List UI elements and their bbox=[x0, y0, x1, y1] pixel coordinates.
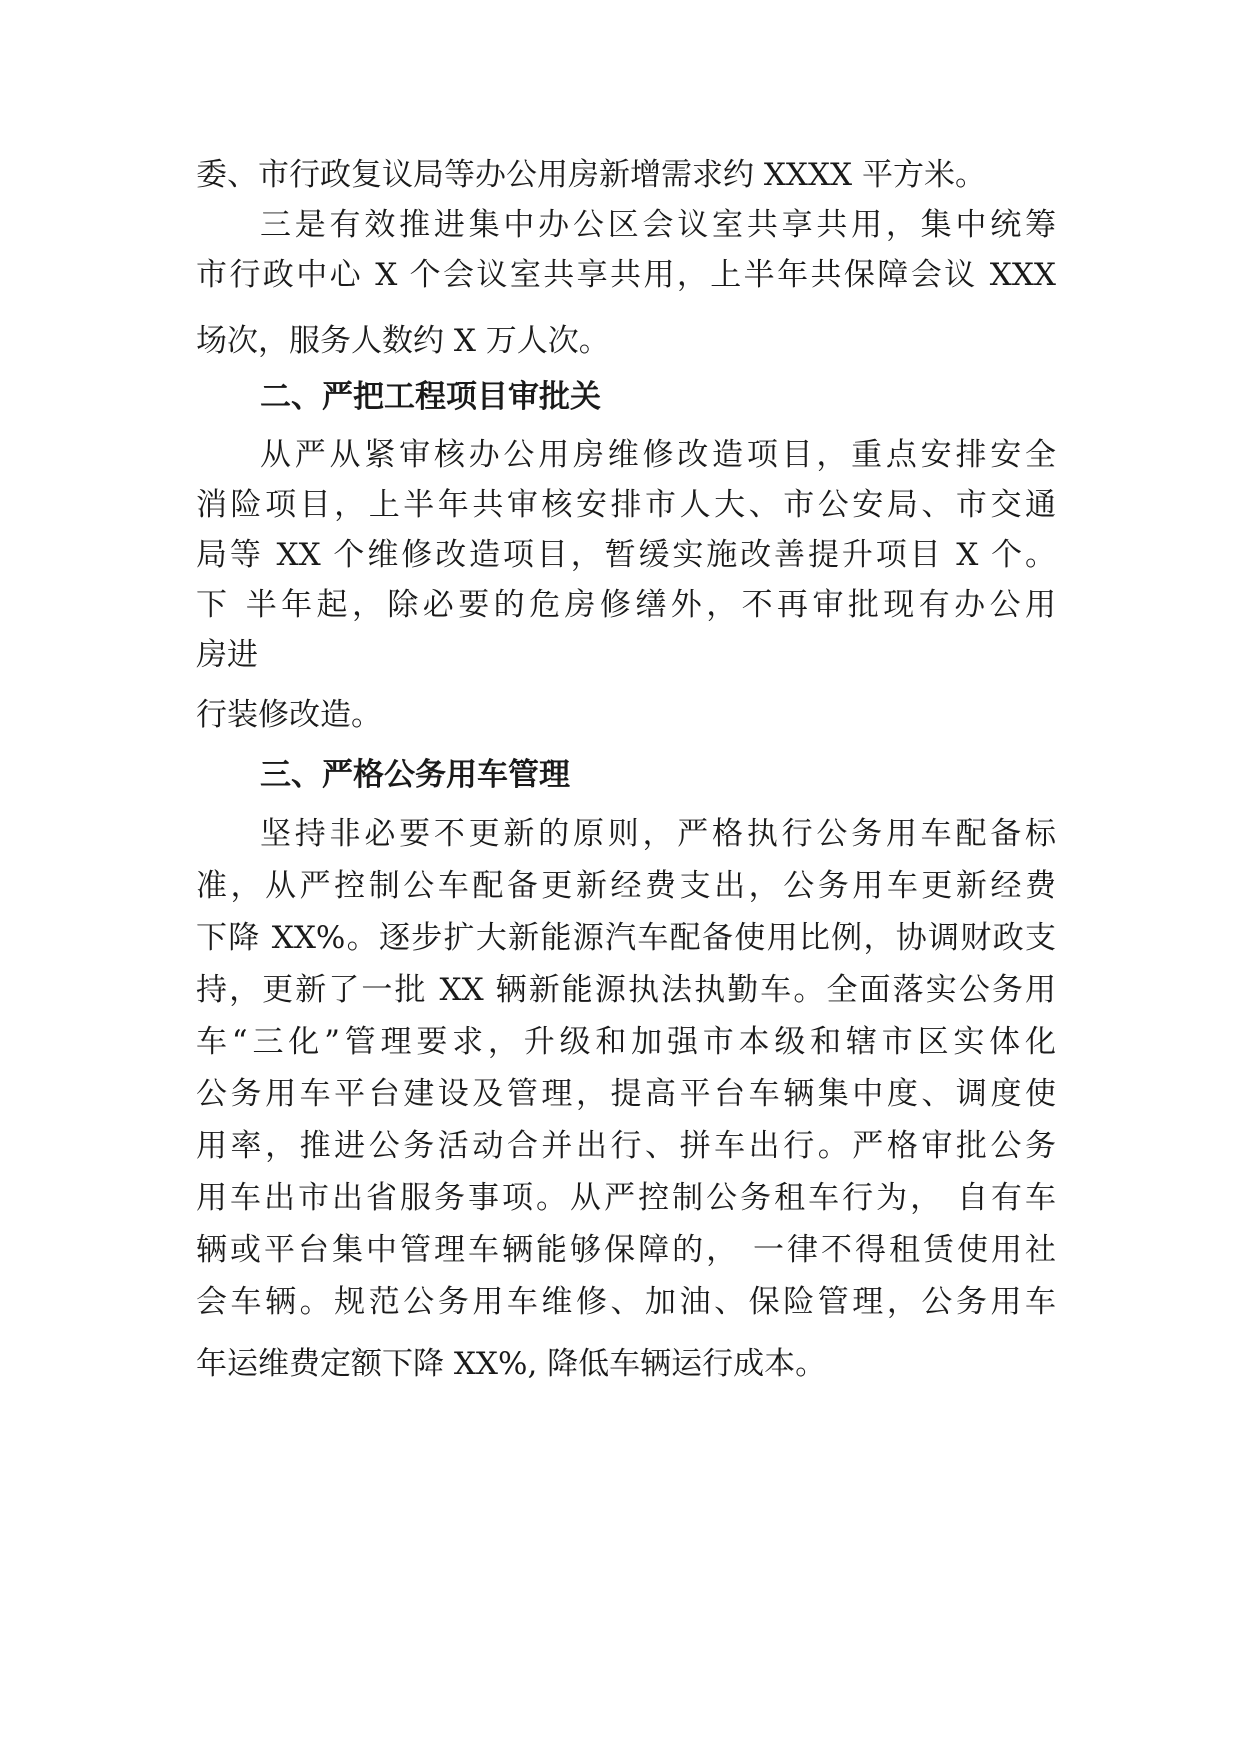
paragraph-line: 会车辆。规范公务用车维修、加油、保险管理，公务用车 bbox=[196, 1284, 1056, 1320]
paragraph-line: 准，从严控制公车配备更新经费支出，公务用车更新经费 bbox=[196, 868, 1056, 904]
paragraph-line: 三是有效推进集中办公区会议室共享共用，集中统筹 bbox=[260, 207, 1056, 243]
paragraph-line: 用车出市出省服务事项。从严控制公务租车行为， 自有车 bbox=[196, 1180, 1056, 1216]
paragraph-line: 市行政中心 X 个会议室共享共用，上半年共保障会议 XXX bbox=[196, 257, 1056, 293]
paragraph-line: 车“三化”管理要求，升级和加强市本级和辖市区实体化 bbox=[196, 1024, 1056, 1060]
section-heading: 三、严格公务用车管理 bbox=[260, 757, 570, 793]
paragraph-line: 下 半年起，除必要的危房修缮外，不再审批现有办公用 bbox=[196, 587, 1056, 623]
paragraph-line: 局等 XX 个维修改造项目，暂缓实施改善提升项目 X 个。 bbox=[196, 537, 1056, 573]
paragraph-line: 从严从紧审核办公用房维修改造项目，重点安排安全 bbox=[260, 437, 1056, 473]
paragraph-line: 年运维费定额下降 XX%, 降低车辆运行成本。 bbox=[196, 1346, 827, 1382]
paragraph-line: 坚持非必要不更新的原则，严格执行公务用车配备标 bbox=[260, 816, 1056, 852]
section-heading: 二、严把工程项目审批关 bbox=[260, 379, 601, 415]
paragraph-line: 辆或平台集中管理车辆能够保障的， 一律不得租赁使用社 bbox=[196, 1232, 1056, 1268]
paragraph-line: 持，更新了一批 XX 辆新能源执法执勤车。全面落实公务用 bbox=[196, 972, 1056, 1008]
paragraph-line: 公务用车平台建设及管理，提高平台车辆集中度、调度使 bbox=[196, 1076, 1056, 1112]
paragraph-line: 用率，推进公务活动合并出行、拼车出行。严格审批公务 bbox=[196, 1128, 1056, 1164]
paragraph-line: 房进 bbox=[196, 637, 258, 673]
paragraph-line: 下降 XX%。逐步扩大新能源汽车配备使用比例，协调财政支 bbox=[196, 920, 1056, 956]
paragraph-line: 行装修改造。 bbox=[196, 697, 382, 733]
paragraph-line: 消险项目，上半年共审核安排市人大、市公安局、市交通 bbox=[196, 487, 1056, 523]
paragraph-line: 场次，服务人数约 X 万人次。 bbox=[196, 323, 610, 359]
paragraph-line: 委、市行政复议局等办公用房新增需求约 XXXX 平方米。 bbox=[196, 157, 986, 193]
